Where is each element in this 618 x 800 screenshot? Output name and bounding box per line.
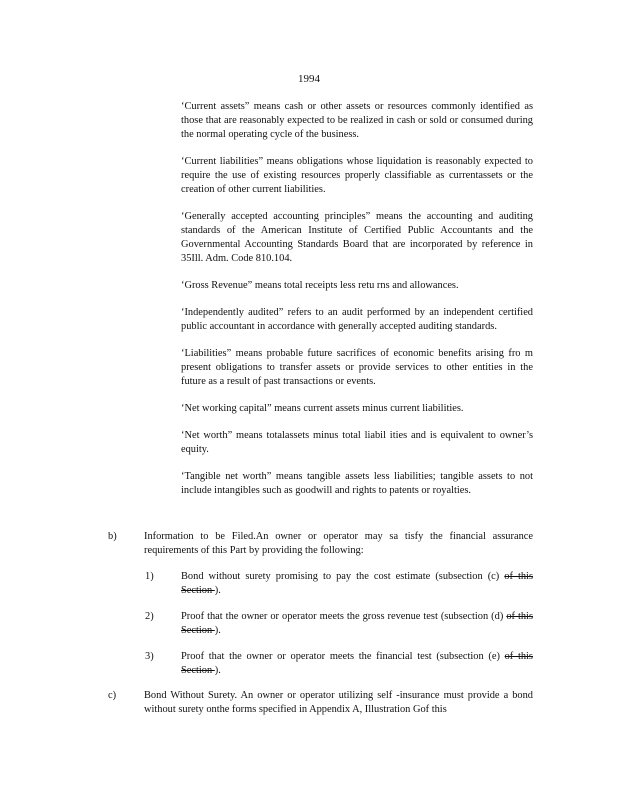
item-3-text: Proof that the owner or operator meets the financial test (subsection (e) of this Section ). <box>181 651 533 676</box>
definition-gaap: ‘Generally accepted accounting principles” means the accounting and auditing standards of the American Institute of Certified Public Accountants and the Governmental Accounting Standards Board that are incorporated by reference in 35Ill. Adm. Code 810.104. <box>181 211 533 264</box>
list-item <box>145 650 533 678</box>
list-item <box>145 610 533 638</box>
list-item <box>145 570 533 598</box>
item-2-text: Proof that the owner or operator meets the gross revenue test (subsection (d) of this Section ). <box>181 611 533 636</box>
item-3-marker: 3) <box>145 651 154 662</box>
definition-current-liabilities: ‘Current liabilities” means obligations whose liquidation is reasonably expected to require the use of existing resources properly classifiable as currentassets or the creation of other current liabilities. <box>181 156 533 195</box>
definition-liabilities: ‘Liabilities” means probable future sacrifices of economic benefits arising fro m present obligations to transfer assets or provide services to other entities in the future as a result of past transactions or events. <box>181 348 533 387</box>
definition-net-worth: ‘Net worth” means totalassets minus total liabil ities and is equivalent to owner’s equity. <box>181 430 533 455</box>
definition-current-assets: ‘Current assets” means cash or other assets or resources commonly identified as those that are reasonably expected to be realized in cash or sold or consumed during the normal operating cycle of the business. <box>181 101 533 140</box>
struck-text: of this Section <box>181 651 533 676</box>
struck-text: of this Section <box>181 611 533 636</box>
section-b-text: Information to be Filed.An owner or operator may sa tisfy the financial assurance requirements of this Part by providing the following: <box>144 531 533 556</box>
section-b-marker: b) <box>108 531 117 542</box>
section-b <box>108 530 533 558</box>
definition-net-working-capital: ‘Net working capital” means current assets minus current liabilities. <box>181 403 464 414</box>
item-2-marker: 2) <box>145 611 154 622</box>
section-c <box>108 689 533 717</box>
definitions-list <box>181 100 533 511</box>
struck-text: of this Section <box>181 571 533 596</box>
page-number: 1994 <box>298 73 320 85</box>
item-1-marker: 1) <box>145 571 154 582</box>
definition-independently-audited: ‘Independently audited” refers to an audit performed by an independent certified public accountant in accordance with generally accepted auditing standards. <box>181 307 533 332</box>
section-c-marker: c) <box>108 690 117 701</box>
definition-gross-revenue: ‘Gross Revenue” means total receipts less retu rns and allowances. <box>181 280 459 291</box>
section-c-text: Bond Without Surety. An owner or operator utilizing self -insurance must provide a bond without surety onthe forms specified in Appendix A, Illustration Gof this <box>144 690 533 715</box>
definition-tangible-net-worth: ‘Tangible net worth” means tangible assets less liabilities; tangible assets to not include intangibles such as goodwill and rights to patents or royalties. <box>181 471 533 496</box>
item-1-text: Bond without surety promising to pay the cost estimate (subsection (c) of this Section ). <box>181 571 533 596</box>
